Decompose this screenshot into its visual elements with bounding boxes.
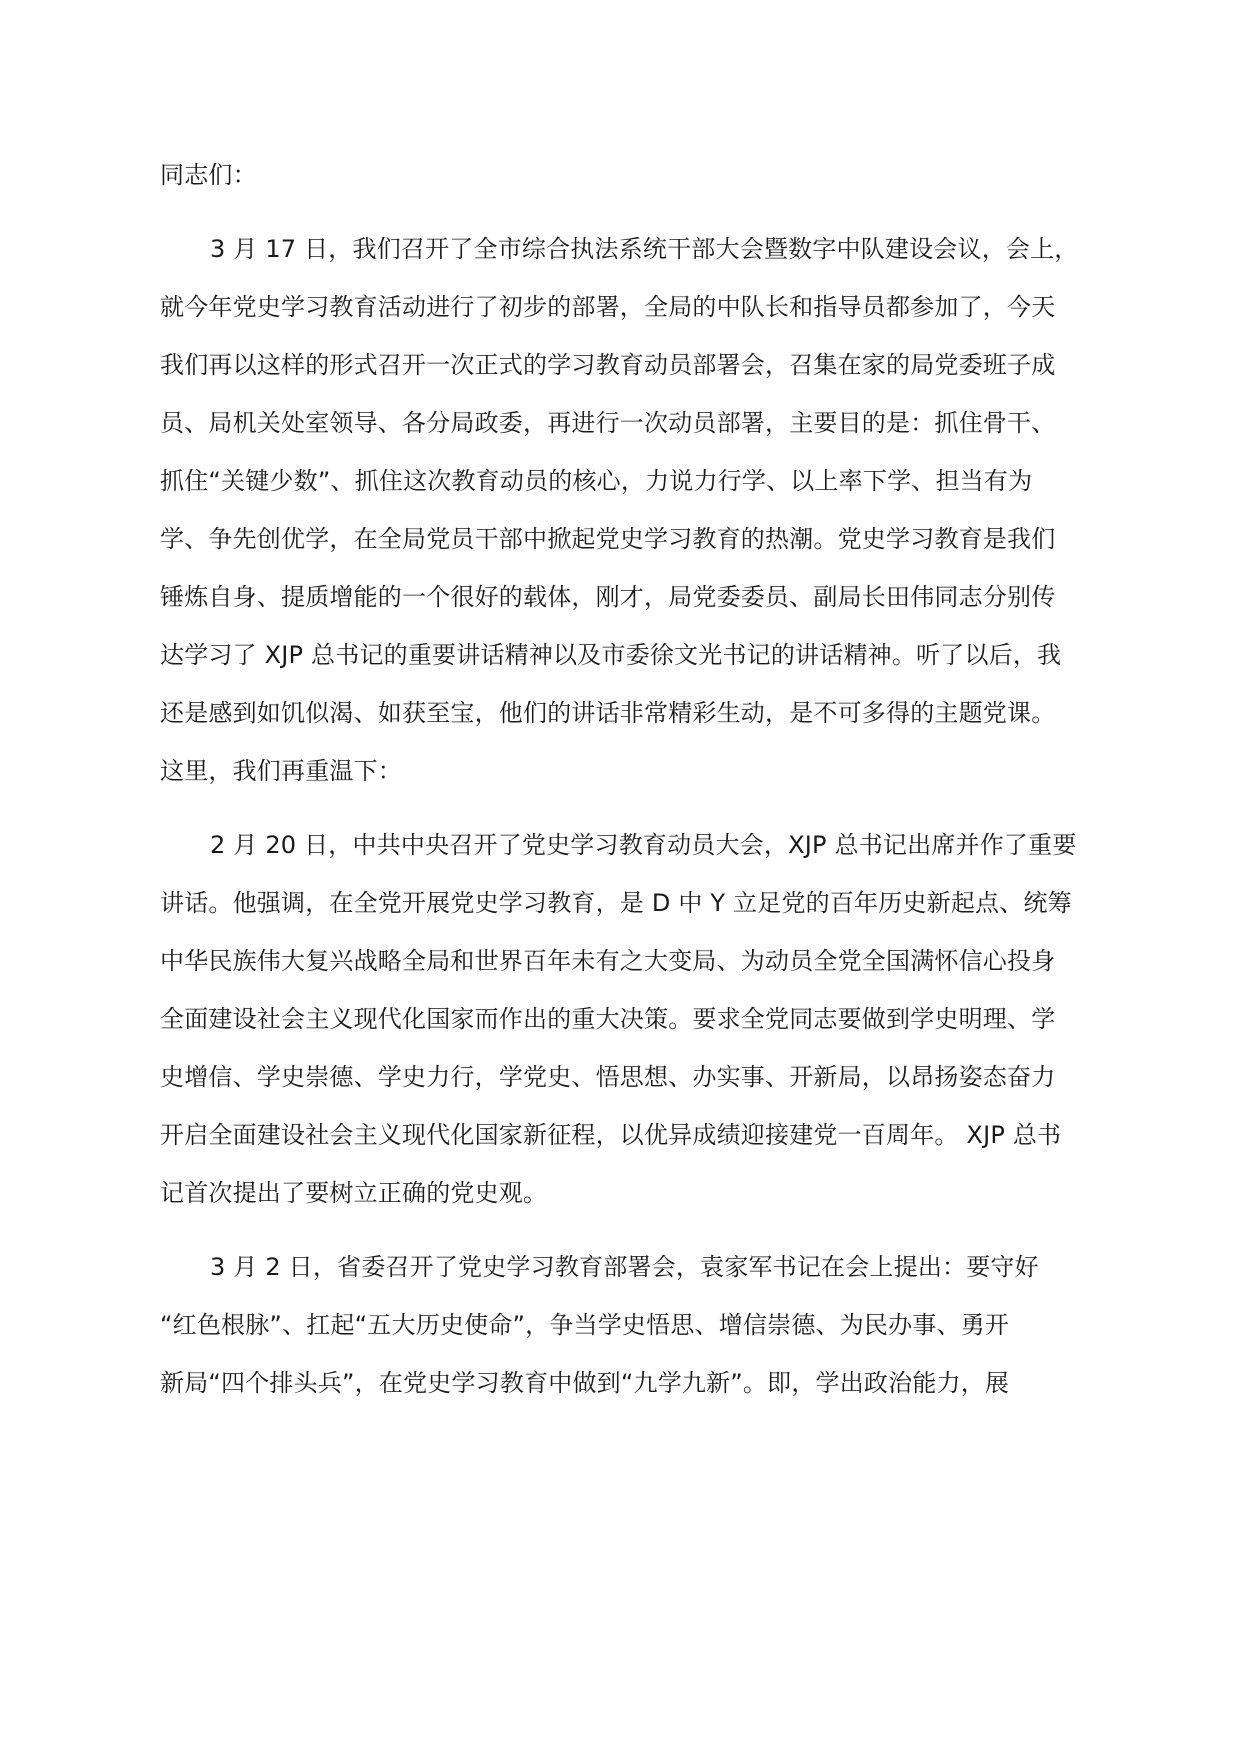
paragraph-line: 史增信、学史崇德、学史力行，学党史、悟思想、办实事、开新局，以昂扬姿态奋力 — [160, 1063, 1056, 1091]
paragraph-line: 2 月 20 日，中共中央召开了党史学习教育动员大会，XJP 总书记出席并作了重要 — [210, 831, 1077, 859]
salutation: 同志们： — [160, 161, 257, 189]
paragraph-line: 中华民族伟大复兴战略全局和世界百年未有之大变局、为动员全党全国满怀信心投身 — [160, 947, 1056, 975]
paragraph-line: 抓住“关键少数”、抓住这次教育动员的核心，力说力行学、以上率下学、担当有为 — [160, 467, 1033, 495]
paragraph-line: 这里，我们再重温下： — [160, 757, 402, 785]
paragraph-line: 3 月 2 日，省委召开了党史学习教育部署会，袁家军书记在会上提出：要守好 — [210, 1253, 1039, 1281]
paragraph-line: 达学习了 XJP 总书记的重要讲话精神以及市委徐文光书记的讲话精神。听了以后，我 — [160, 641, 1062, 669]
paragraph-line: 还是感到如饥似渴、如获至宝，他们的讲话非常精彩生动，是不可多得的主题党课。 — [160, 699, 1056, 727]
paragraph-line: “红色根脉”、扛起“五大历史使命”，争当学史悟思、增信崇德、为民办事、勇开 — [160, 1311, 1010, 1339]
paragraph-line: 全面建设社会主义现代化国家而作出的重大决策。要求全党同志要做到学史明理、学 — [160, 1005, 1056, 1033]
paragraph-line: 记首次提出了要树立正确的党史观。 — [160, 1179, 548, 1207]
paragraph-line: 学、争先创优学，在全局党员干部中掀起党史学习教育的热潮。党史学习教育是我们 — [160, 525, 1056, 553]
paragraph-line: 我们再以这样的形式召开一次正式的学习教育动员部署会，召集在家的局党委班子成 — [160, 351, 1056, 379]
paragraph-line: 开启全面建设社会主义现代化国家新征程，以优异成绩迎接建党一百周年。 XJP 总书 — [160, 1121, 1062, 1149]
paragraph-line: 3 月 17 日，我们召开了全市综合执法系统干部大会暨数字中队建设会议，会上， — [210, 235, 1079, 263]
paragraph-line: 讲话。他强调，在全党开展党史学习教育，是 D 中 Y 立足党的百年历史新起点、统筹 — [160, 889, 1072, 917]
paragraph-line: 新局“四个排头兵”，在党史学习教育中做到“九学九新”。即，学出政治能力，展 — [160, 1369, 1010, 1397]
paragraph-line: 就今年党史学习教育活动进行了初步的部署，全局的中队长和指导员都参加了，今天 — [160, 293, 1056, 321]
paragraph-line: 锤炼自身、提质增能的一个很好的载体，刚才，局党委委员、副局长田伟同志分别传 — [160, 583, 1056, 611]
paragraph-line: 员、局机关处室领导、各分局政委，再进行一次动员部署，主要目的是：抓住骨干、 — [160, 409, 1056, 437]
